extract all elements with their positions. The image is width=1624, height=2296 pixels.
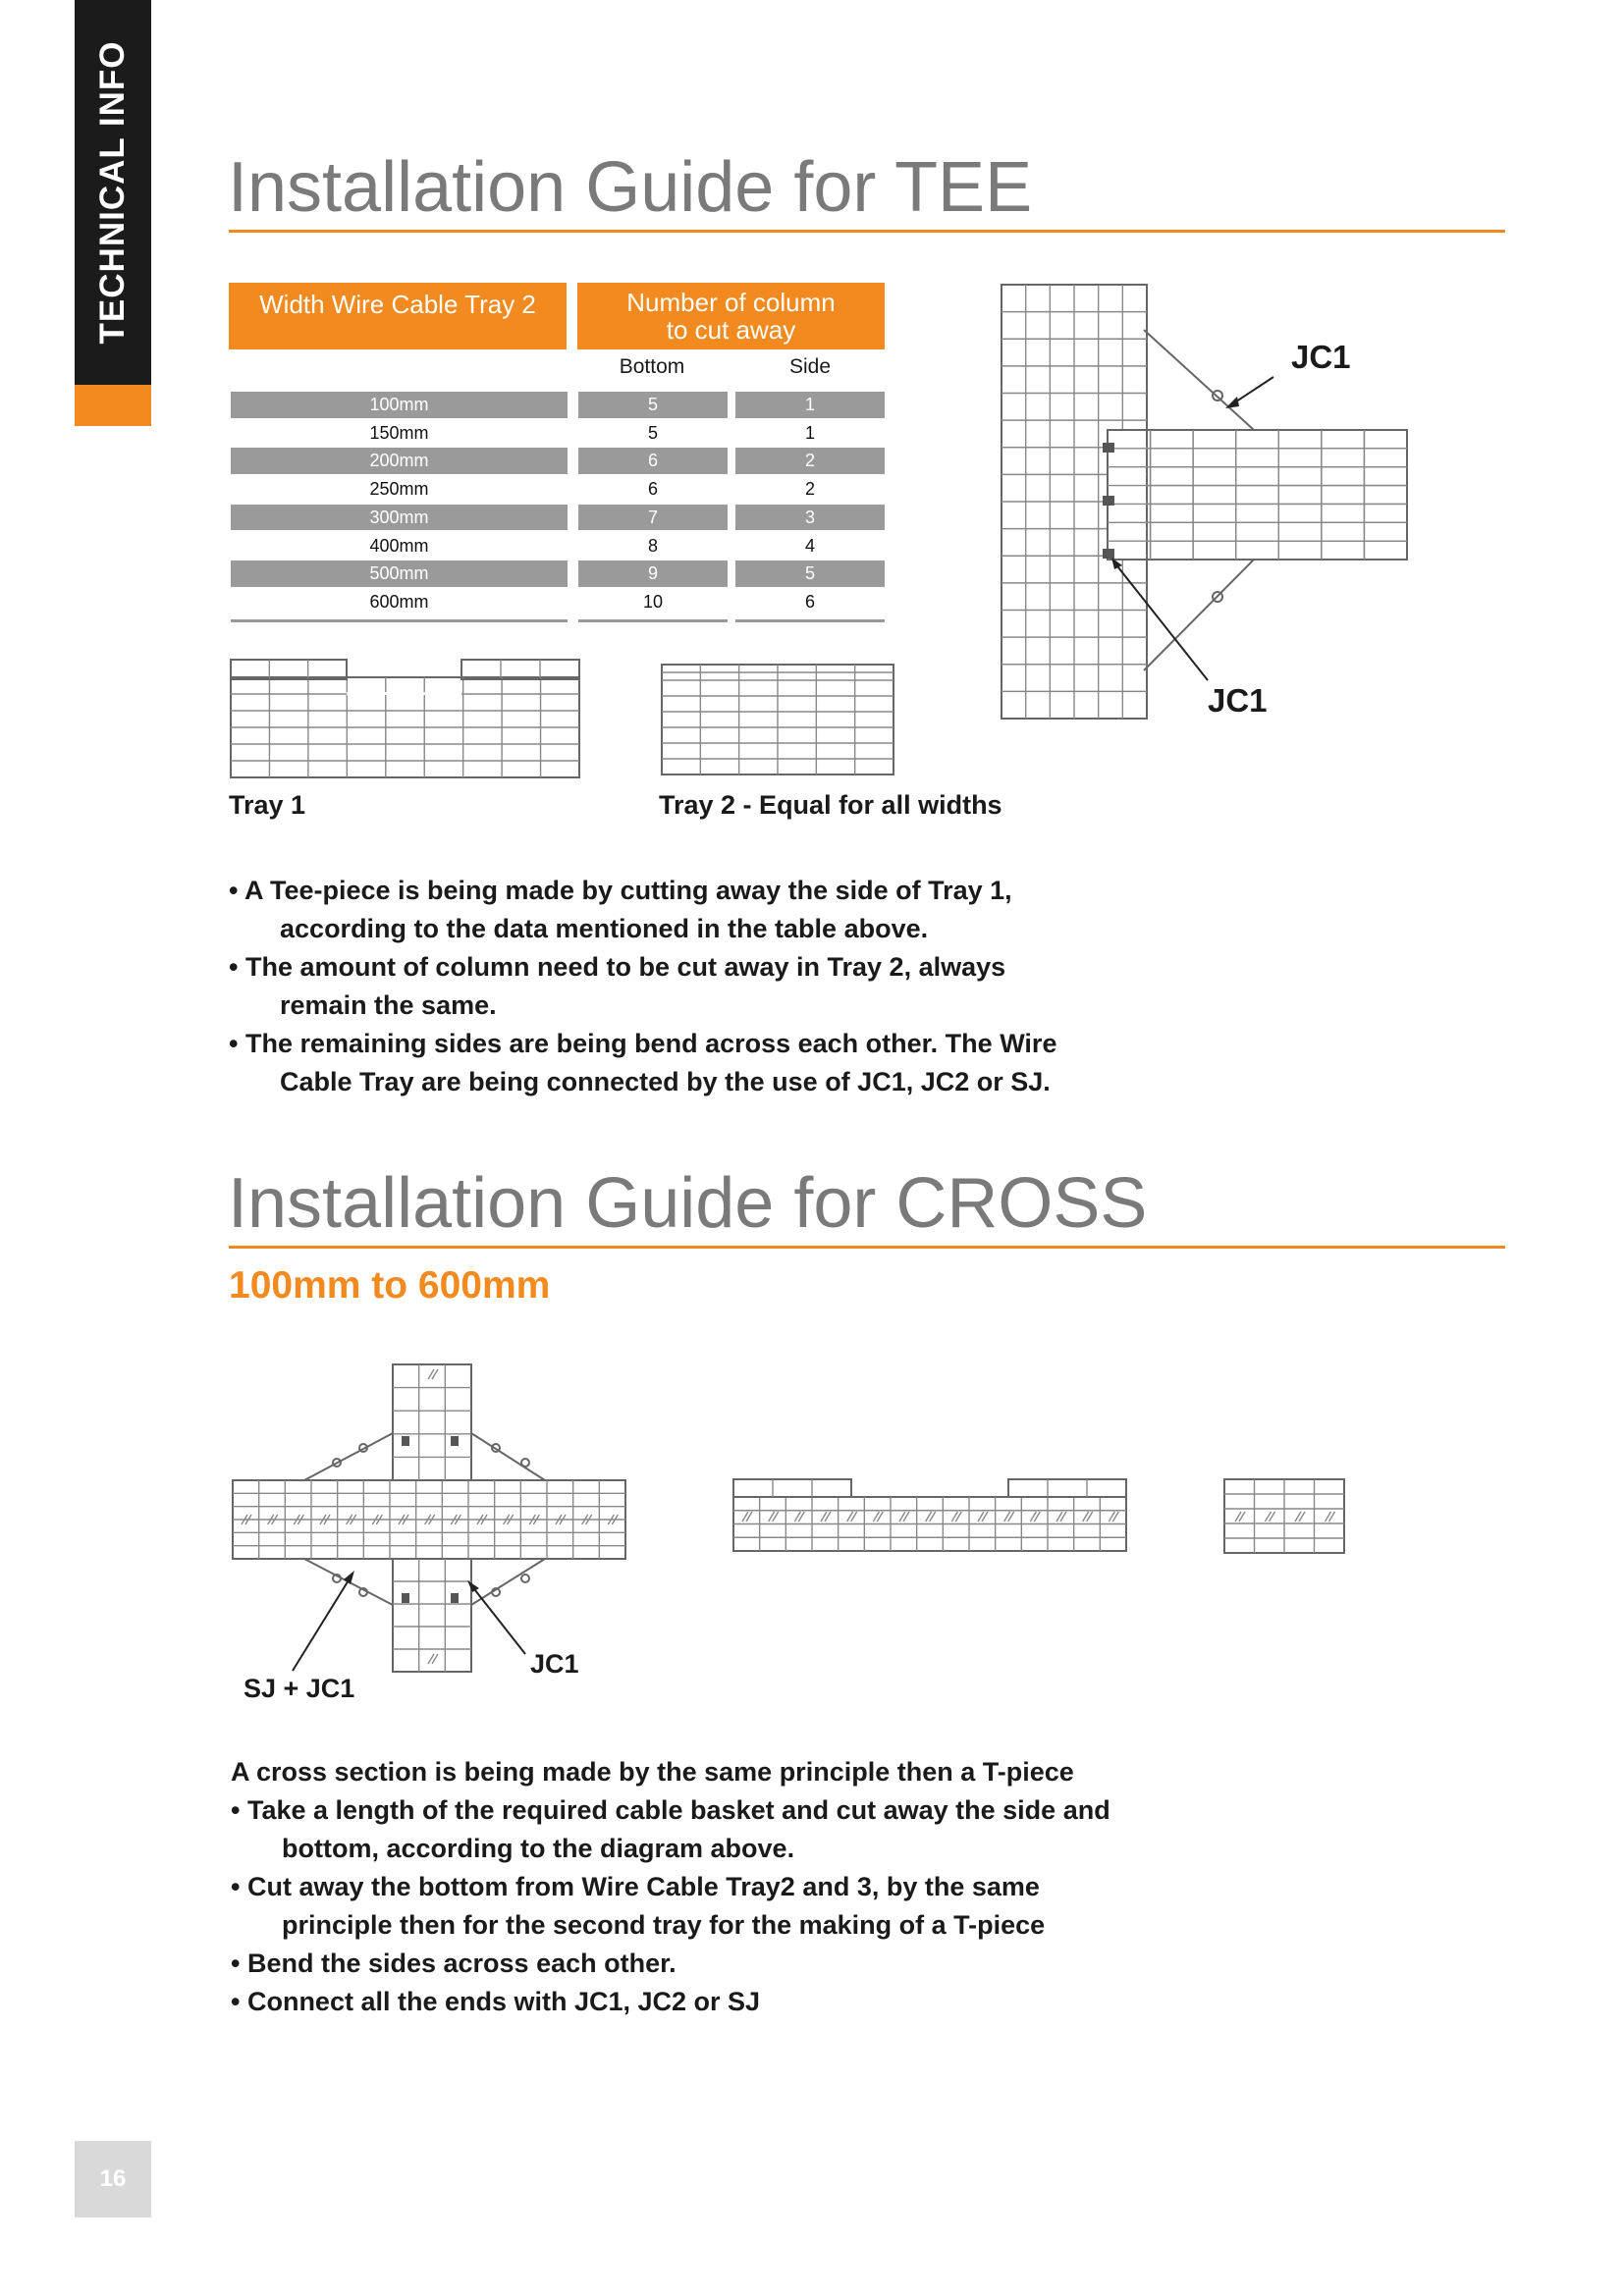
cross-bullet-1: • Take a length of the required cable basket and cut away the side and bottom, according to the diagram above.	[231, 1795, 1110, 1863]
table-cell-width: 250mm	[369, 479, 429, 500]
table-cell-bottom: 7	[578, 505, 728, 531]
tray2-drawing	[660, 663, 895, 778]
table-cell-width: 400mm	[369, 535, 429, 556]
table-cell-bottom: 5	[647, 422, 658, 443]
table-cell-bottom: 10	[642, 591, 664, 612]
table-cell-width: 200mm	[231, 448, 568, 474]
table-bottom-rule	[231, 619, 568, 622]
cut-tray-drawing	[731, 1477, 1129, 1556]
table-header-columns: Number of column to cut away	[577, 283, 885, 349]
cross-label-sj-jc1: SJ + JC1	[244, 1674, 355, 1703]
tray1-drawing	[229, 658, 582, 780]
table-cell-width: 600mm	[369, 591, 429, 612]
table-cell-width: 150mm	[369, 422, 429, 443]
table-cell-width: 100mm	[231, 392, 568, 418]
table-cell-side: 5	[735, 561, 885, 587]
table-header-width: Width Wire Cable Tray 2	[229, 283, 567, 349]
table-cell-side: 6	[804, 591, 815, 612]
table-cell-side: 3	[735, 505, 885, 531]
table-cell-side: 2	[735, 448, 885, 474]
tee-bullets	[229, 872, 1211, 1101]
cross-label-jc1: JC1	[530, 1649, 579, 1679]
table-cell-bottom: 6	[647, 479, 658, 500]
table-cell-bottom: 8	[647, 535, 658, 556]
cross-text	[231, 1753, 1311, 2021]
tray1-caption: Tray 1	[229, 790, 306, 820]
cross-title: Installation Guide for CROSS	[228, 1164, 1148, 1243]
table-cell-side: 4	[804, 535, 815, 556]
tee-label-jc1-top: JC1	[1291, 339, 1351, 375]
cross-bullet-2: • Cut away the bottom from Wire Cable Tray2 and 3, by the same principle then for the second tray for the making of a T-piece	[231, 1872, 1046, 1940]
table-subheader-side: Side	[788, 355, 832, 378]
table-cell-side: 1	[735, 392, 885, 418]
tee-label-jc1-bottom: JC1	[1208, 682, 1268, 719]
table-bottom-rule	[735, 619, 885, 622]
side-tab-label: TECHNICAL INFO	[93, 40, 132, 345]
table-cell-bottom: 6	[578, 448, 728, 474]
table-subheader-bottom: Bottom	[619, 355, 685, 378]
cross-bullet-3: • Bend the sides across each other.	[231, 1949, 677, 1978]
tee-title: Installation Guide for TEE	[228, 148, 1033, 227]
cross-bullet-4: • Connect all the ends with JC1, JC2 or SJ	[231, 1987, 761, 2016]
tee-title-rule	[229, 230, 1505, 233]
table-cell-bottom: 5	[578, 392, 728, 418]
table-cell-width: 500mm	[231, 561, 568, 587]
table-cell-side: 2	[804, 479, 815, 500]
tee-bullet-1: • A Tee-piece is being made by cutting away the side of Tray 1, according to the data mentioned in the table above.	[229, 876, 1012, 943]
table-bottom-rule	[578, 619, 728, 622]
cross-title-rule	[229, 1246, 1505, 1249]
cross-intro: A cross section is being made by the same principle then a T-piece	[231, 1757, 1074, 1787]
table-cell-side: 1	[804, 422, 815, 443]
table-cell-bottom: 9	[578, 561, 728, 587]
side-tab-accent	[75, 385, 151, 426]
short-tray-drawing	[1222, 1477, 1350, 1556]
cross-diagram	[231, 1364, 633, 1674]
cross-subtitle: 100mm to 600mm	[229, 1264, 551, 1307]
page-number: 16	[75, 2141, 151, 2217]
tee-bullet-2: • The amount of column need to be cut away in Tray 2, always remain the same.	[229, 952, 1006, 1020]
table-cell-width: 300mm	[231, 505, 568, 531]
tray2-caption: Tray 2 - Equal for all widths	[659, 790, 1002, 820]
tee-bullet-3: • The remaining sides are being bend across each other. The Wire Cable Tray are being connected by the use of JC1, JC2 or SJ.	[229, 1029, 1057, 1096]
